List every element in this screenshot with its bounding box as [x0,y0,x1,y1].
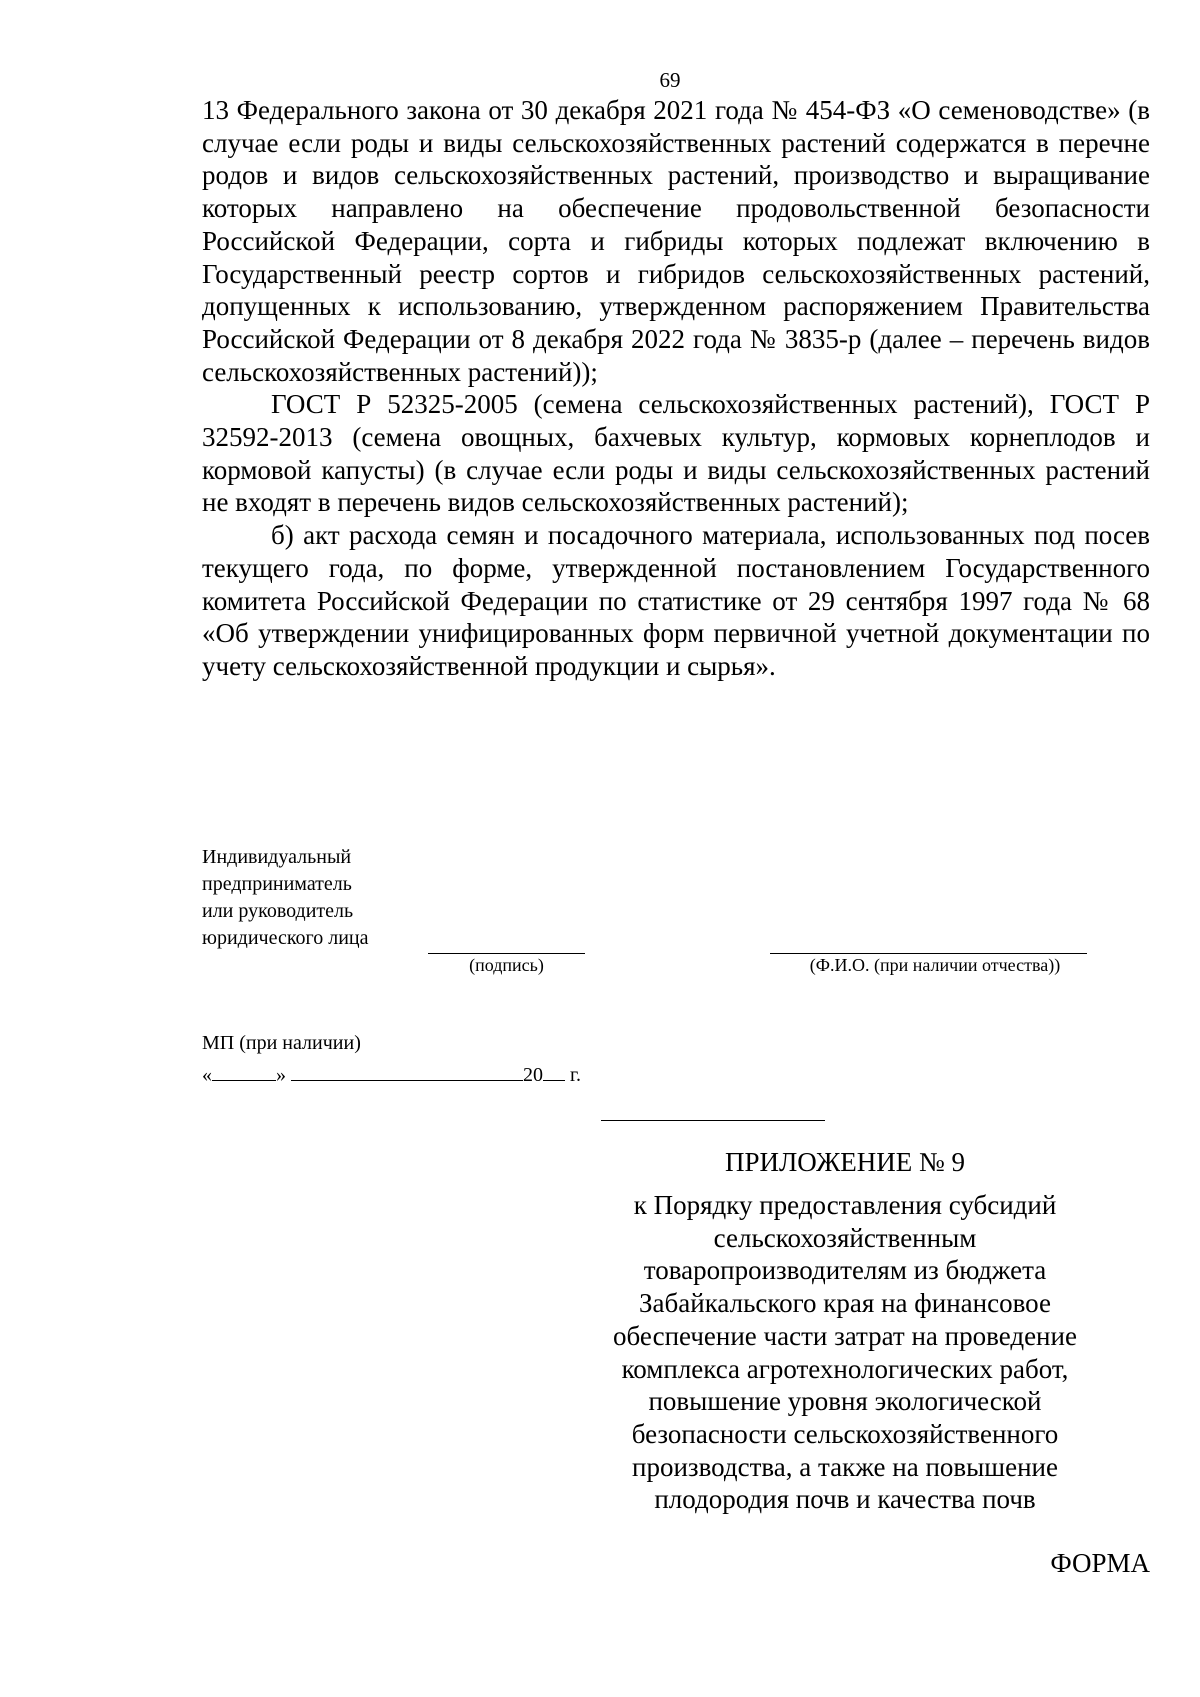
document-body [202,94,1150,683]
full-name-caption: (Ф.И.О. (при наличии отчества)) [809,955,1061,975]
signer-label-line: или руководитель [202,900,354,922]
date-row [202,1061,581,1088]
appendix-description-line: товаропроизводителям из бюджета [643,1255,1047,1286]
paragraph-gost: ГОСТ Р 52325-2005 (семена сельскохозяйственных растений), ГОСТ Р 32592-2013 (семена овощных, бахчевых культур, кормовых корнеплодов и кормовой капусты) (в случае если роды и виды сельскохозяйственных растений не входят в перечень видов сельскохозяйственных растений); [202,389,1150,518]
signer-label-line: Индивидуальный [202,846,352,868]
date-open-quote: « [202,1064,212,1086]
appendix-description-line: к Порядку предоставления субсидий [633,1190,1057,1220]
signer-label-line: юридического лица [202,927,369,949]
appendix-description [600,1189,1090,1516]
day-blank [212,1061,276,1081]
month-blank [291,1061,523,1081]
signature-line [428,953,585,954]
form-label: ФОРМА [1050,1548,1150,1578]
appendix-title: ПРИЛОЖЕНИЕ № 9 [724,1147,966,1177]
appendix-description-line: обеспечение части затрат на проведение [613,1320,1077,1351]
year-prefix: 20 [523,1064,543,1086]
signer-label-line: предприниматель [202,873,352,895]
year-blank [543,1061,565,1081]
date-close-quote: » [276,1064,286,1086]
paragraph-seed-act: б) акт расхода семян и посадочного материала, использованных под посев текущего года, по форме, утвержденной постановлением Государственного комитета Российской Федерации по статистике от 29 сентября 1997 года № 68 «Об утверждении унифицированных форм первичной учетной документации по учету сельскохозяйственной продукции и сырья». [202,520,1150,681]
paragraph-law-reference: 13 Федерального закона от 30 декабря 2021 года № 454-ФЗ «О семеноводстве» (в случае если роды и виды сельскохозяйственных растений содержатся в перечне родов и видов сельскохозяйственных растений, производство и выращивание которых направлено на обеспечение продовольственной безопасности Российской Федерации, сорта и гибриды которых подлежат включению в Государственный реестр сортов и гибридов сельскохозяйственных растений, допущенных к использованию, утвержденном распоряжением Правительства Российской Федерации от 8 декабря 2022 года № 3835-р (далее – перечень видов сельскохозяйственных растений)); [202,95,1150,387]
appendix-description-line: Забайкальского края на финансовое [639,1288,1051,1319]
year-suffix: г. [570,1064,581,1086]
signature-caption: (подпись) [469,955,544,975]
appendix-description-line: повышение уровня экологической [648,1386,1042,1417]
appendix-description-line: плодородия почв и качества почв [654,1484,1036,1515]
page-number: 69 [659,68,681,92]
appendix-description-line: сельскохозяйственным [713,1222,977,1253]
appendix-description-line: безопасности сельскохозяйственного [631,1418,1059,1449]
separator-line [601,1120,825,1121]
appendix-description-line: производства, а также на повышение [632,1451,1058,1482]
stamp-label: МП (при наличии) [202,1032,361,1054]
signer-label [202,844,369,952]
appendix-description-line: комплекса агротехнологических работ, [621,1353,1069,1384]
full-name-line [770,953,1087,954]
